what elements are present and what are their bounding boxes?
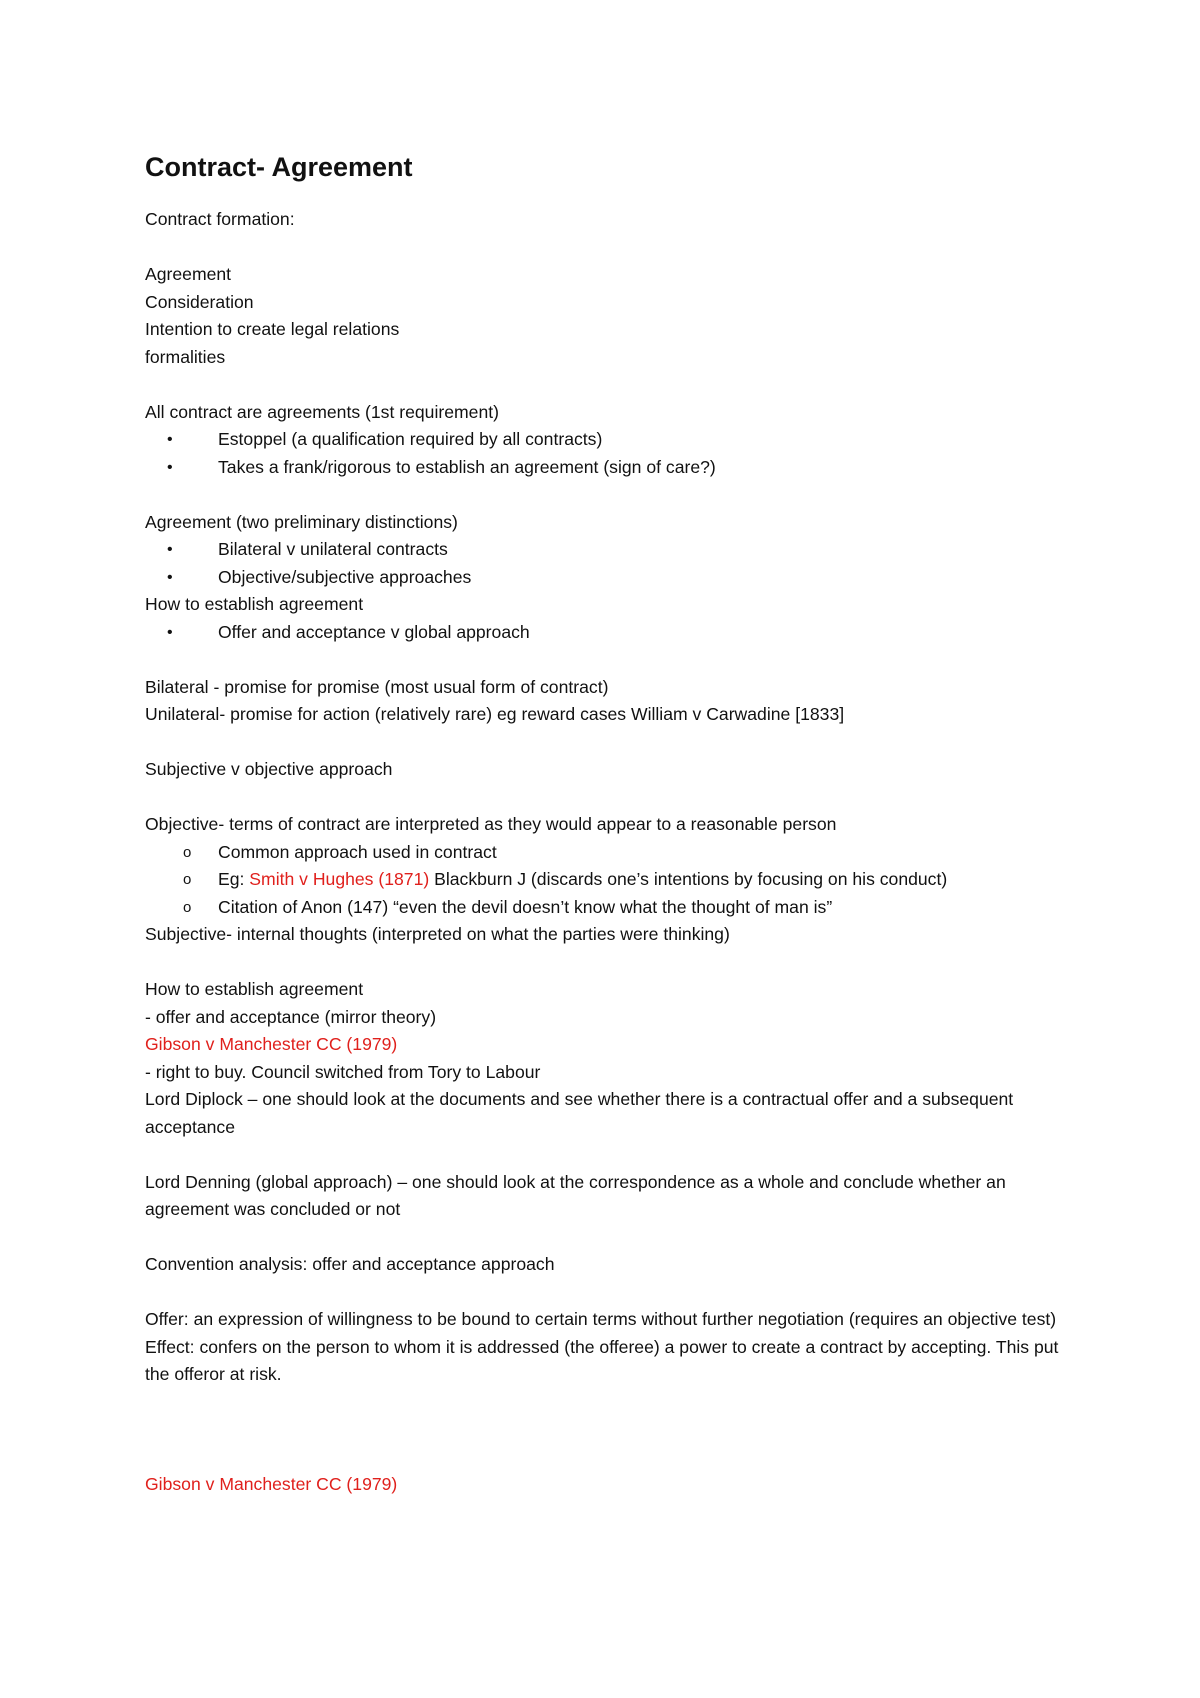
formation-heading: Contract formation: [145,209,295,229]
bullet-item: • Estoppel (a qualification required by all contracts) [145,426,1075,454]
circle-bullet-icon: o [183,871,192,888]
bullet-item: • Offer and acceptance v global approach [145,619,1075,647]
bullet-icon: • [167,431,173,448]
distinctions-heading: Agreement (two preliminary distinctions) [145,511,458,532]
mirror-text: - offer and acceptance (mirror theory) [145,1006,437,1027]
circle-bullet-icon: o [183,843,192,861]
bullet-icon: • [167,541,173,558]
offer-text: Offer: an expression of willingness to be bound to certain terms without further negotiation (requires an objective test) [145,1309,1057,1329]
right-to-buy-text: - right to buy. Council switched from Tory to Labour [145,1061,541,1082]
agreements-heading: All contract are agreements (1st requirement) [145,401,499,422]
sub-item: o Common approach used in contract [145,839,1075,867]
formation-item: formalities [145,346,226,367]
bullet-icon: • [167,623,173,641]
how-heading: How to establish agreement [145,594,364,614]
unilateral-text: Unilateral- promise for action (relatively rare) eg reward cases William v Carwadine [1833] [145,704,845,724]
bilateral-text: Bilateral - promise for promise (most usual form of contract) [145,676,609,697]
bullet-icon: • [167,568,173,586]
objective-heading: Objective- terms of contract are interpreted as they would appear to a reasonable person [145,814,837,834]
document-page [145,150,1075,1499]
diplock-text: Lord Diplock – one should look at the documents and see whether there is a contractual offer and a subsequent acceptance [145,1089,1014,1137]
formation-item: Consideration [145,291,254,312]
subj-v-obj-heading: Subjective v objective approach [145,759,393,779]
case-citation: Gibson v Manchester CC (1979) [145,1034,398,1054]
convention-text: Convention analysis: offer and acceptance approach [145,1254,555,1274]
bullet-item: • Objective/subjective approaches [145,564,1075,592]
formation-item: Agreement [145,264,232,284]
bullet-icon: • [167,458,173,476]
case-citation: Gibson v Manchester CC (1979) [145,1474,398,1494]
bullet-item: • Bilateral v unilateral contracts [145,536,1075,564]
establish-heading: How to establish agreement [145,979,364,999]
page-title: Contract- Agreement [145,152,413,182]
circle-bullet-icon: o [183,898,192,916]
effect-text: Effect: confers on the person to whom it is addressed (the offeree) a power to create a contract by accepting. This put the offeror at risk. [145,1336,1059,1384]
formation-item: Intention to create legal relations [145,319,400,339]
case-citation: Smith v Hughes (1871) [249,869,430,889]
subjective-text: Subjective- internal thoughts (interpreted on what the parties were thinking) [145,924,730,944]
bullet-item: • Takes a frank/rigorous to establish an agreement (sign of care?) [145,454,1075,482]
denning-text: Lord Denning (global approach) – one should look at the correspondence as a whole and conclude whether an agreement was concluded or not [145,1171,1006,1219]
sub-item: o Citation of Anon (147) “even the devil doesn’t know what the thought of man is” [145,894,1075,922]
sub-item: o Eg: Smith v Hughes (1871) Blackburn J (discards one’s intentions by focusing on his conduct) [145,866,1075,894]
